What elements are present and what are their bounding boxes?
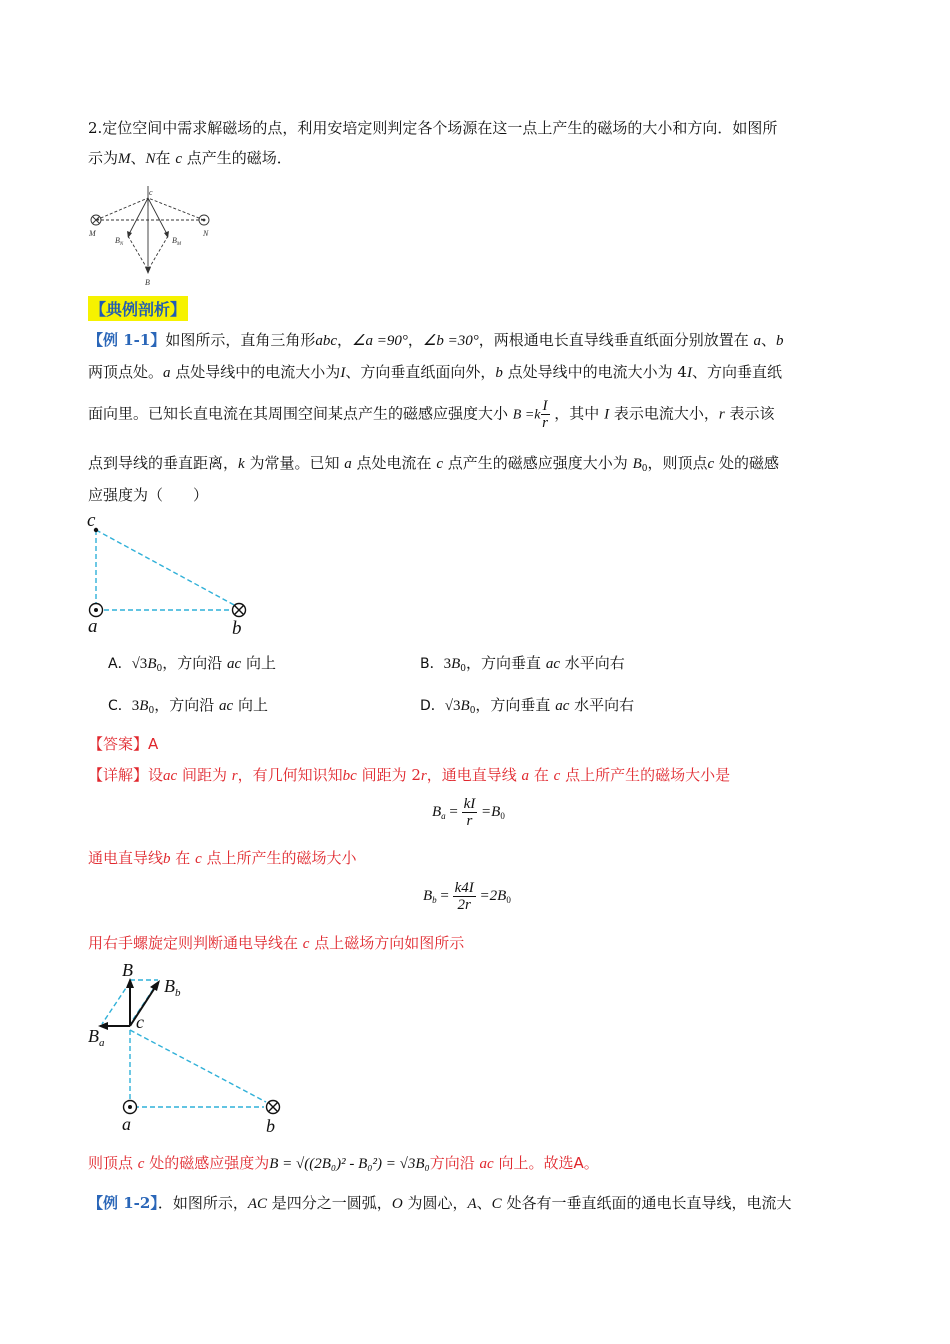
fig1-M-label: M [89,229,96,238]
fig2-b-label: b [232,618,242,639]
example1-line-2: 两顶点处。a 点处导线中的电流大小为I、方向垂直纸面向外，b 点处导线中的电流大小为 4I、方向垂直纸 [88,363,782,381]
option-b[interactable]: B．$3B_0$，方向垂直 ac 水平向右 [420,654,625,674]
fig3-B-label: B [122,960,133,980]
section-title: 【典例剖析】 [88,296,188,321]
fig3-c-label: c [136,1012,144,1032]
figure-field-vectors [84,960,294,1136]
example1-line-4: 点到导线的垂直距离，k 为常量。已知 a 点处电流在 c 点产生的磁感应强度大小为 $B_0$，则顶点c 处的磁感 [88,454,779,474]
equation-Ba: $B_a$ = $\frac{kI}{r}$ $=B_0$ [432,796,505,829]
formula-B-k: B =k [512,407,541,423]
figure-triangle-abc [84,510,254,640]
answer-line: 【答案】A [88,735,159,753]
fig3-b-label: b [266,1116,275,1136]
example1-line-5: 应强度为（ ） [88,486,209,504]
fig1-BM-label: $B_M$ [172,236,182,247]
fig3-Ba-label: $B_a$ [88,1026,105,1049]
fig3-a-label: a [122,1114,131,1134]
option-d[interactable]: D．$√3B_0$，方向垂直 ac 水平向右 [420,696,635,716]
example1-line-3: 面向里。已知长直电流在其周围空间某点产生的磁感应强度大小 B =k $\frac{I}{r}$ ，其中 I 表示电流大小，r 表示该 [88,398,775,431]
detail-line-2: 通电直导线b 在 c 点上所产生的磁场大小 [88,849,357,867]
option-c[interactable]: C．$3B_0$，方向沿 ac 向上 [108,696,268,716]
final-formula: B = √((2B₀)² - B₀²) = √3B₀ [269,1156,430,1172]
fig3-Bb-label: $B_b$ [164,976,181,999]
detail-final-line: 则顶点 c 处的磁感应强度为B = √((2B₀)² - B₀²) = √3B₀方向沿 ac 向上。故选A。 [88,1154,599,1172]
fig1-BN-label: $B_N$ [115,236,124,247]
fig1-c-label: c [149,188,153,197]
fig2-a-label: a [88,616,98,637]
fig2-c-label: c [87,510,96,531]
option-a[interactable]: A．$√3B_0$，方向沿 ac 向上 [108,654,276,674]
fig1-N-label: N [203,229,209,238]
figure-mn-field [86,184,216,288]
formula-fraction: $\frac{I}{r}$ [542,398,548,431]
equation-Bb: $B_b$ = $\frac{k4I}{2r}$ $=2B_0$ [423,880,511,913]
intro-line-1: 2.定位空间中需求解磁场的点，利用安培定则判定各个场源在这一点上产生的磁场的大小和方向．如图所 [88,119,778,137]
example2-line-1: 【例 1-2】．如图所示，AC 是四分之一圆弧，O 为圆心，A、C 处各有一垂直纸面的通电长直导线，电流大 [88,1194,792,1212]
detail-line-1: 【详解】设ac 间距为 r，有几何知识知bc 间距为 2r，通电直导线 a 在 c 点上所产生的磁场大小是 [88,766,731,784]
fig1-B-label: B [145,278,150,287]
example1-line-1: 【例 1-1】如图所示，直角三角形abc，∠a =90°，∠b =30°，两根通电长直导线垂直纸面分别放置在 a、b [88,331,784,349]
intro-line-2: 示为M、N在 c 点产生的磁场． [88,149,292,167]
detail-line-3: 用右手螺旋定则判断通电导线在 c 点上磁场方向如图所示 [88,934,465,952]
